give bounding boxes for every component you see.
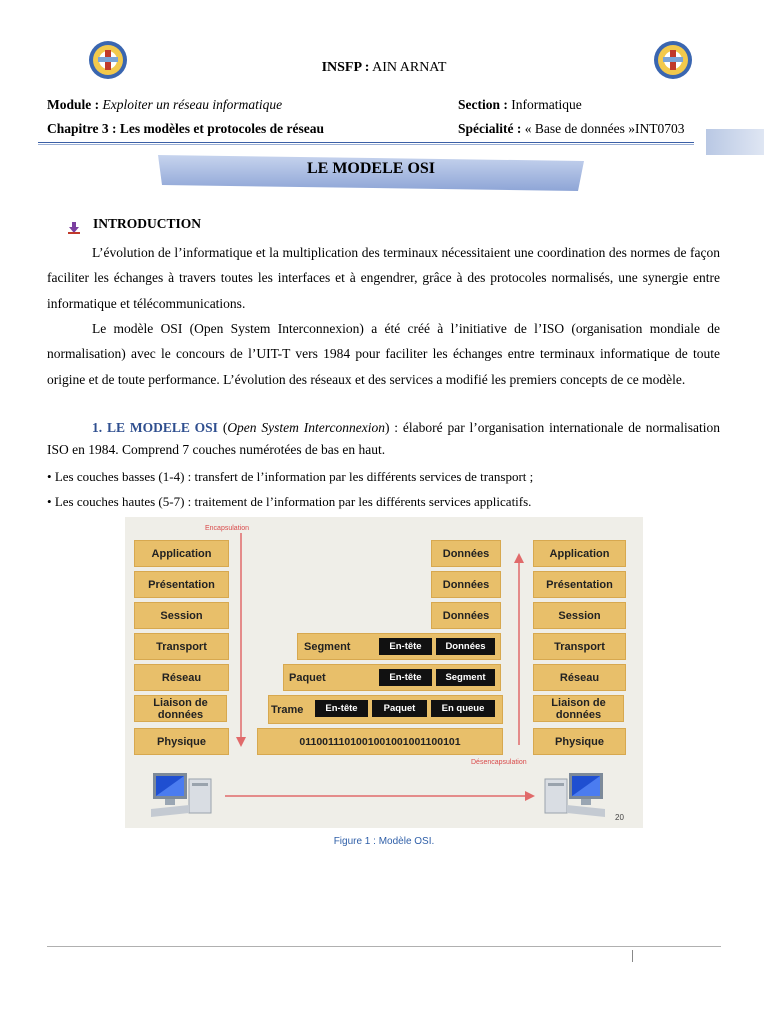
section-1-paragraph — [47, 417, 720, 461]
section-line — [458, 97, 582, 113]
header-rule-shadow — [38, 144, 694, 145]
computer-left-icon — [151, 771, 213, 817]
open-paren: ( — [222, 420, 228, 435]
figure-caption: Figure 1 : Modèle OSI. — [333, 836, 435, 847]
physical-bits: 0110011101001001001001100101 — [257, 728, 503, 755]
data-box: Données — [431, 540, 501, 567]
right-layer-session: Session — [533, 602, 626, 629]
specialty-value: « Base de données »INT0703 — [524, 121, 685, 136]
section-label: Section : — [458, 97, 508, 112]
osi-figure — [125, 517, 643, 828]
trame-header-block: En-tête — [315, 700, 368, 717]
left-layer-physique: Physique — [134, 728, 229, 755]
right-layer-reseau: Réseau — [533, 664, 626, 691]
module-value: Exploiter un réseau informatique — [102, 97, 283, 112]
data-box: Données — [431, 602, 501, 629]
left-layer-application: Application — [134, 540, 229, 567]
footer-bar — [632, 950, 633, 962]
right-layer-liaison: Liaison de données — [533, 695, 624, 722]
chapter-line: Chapitre 3 : Les modèles et protocoles de réseau — [47, 121, 324, 136]
left-layer-reseau: Réseau — [134, 664, 229, 691]
right-layer-transport: Transport — [533, 633, 626, 660]
encapsulation-label: Encapsulation — [205, 525, 249, 532]
left-layer-transport: Transport — [134, 633, 229, 660]
left-layer-presentation: Présentation — [134, 571, 229, 598]
segment-data-block: Données — [436, 638, 495, 655]
trame-trailer-block: En queue — [431, 700, 495, 717]
bullet-item: • Les couches basses (1-4) : transfert de l’information par les différents services de transport ; — [47, 469, 534, 484]
left-layer-liaison: Liaison de données — [134, 695, 227, 722]
segment-header-block: En-tête — [379, 638, 432, 655]
trame-paquet-block: Paquet — [372, 700, 427, 717]
section-value: Informatique — [511, 97, 582, 112]
left-layer-session: Session — [134, 602, 229, 629]
footer-rule — [47, 946, 721, 947]
module-label: Module : — [47, 97, 100, 112]
right-layer-application: Application — [533, 540, 626, 567]
bullet-item: • Les couches hautes (5-7) : traitement de l’information par les différents services applicatifs. — [47, 494, 532, 509]
arrow-bullet-icon — [68, 222, 80, 234]
header-tab-decoration — [706, 129, 764, 155]
paquet-header-block: En-tête — [379, 669, 432, 686]
specialty-line — [458, 121, 684, 137]
module-line — [47, 97, 282, 113]
header-rule — [38, 142, 694, 143]
trame-label: Trame — [271, 703, 304, 716]
bullet-text-2: Les couches hautes (5-7) : traitement de l’information par les différents services applicatifs. — [54, 494, 532, 509]
data-box: Données — [431, 571, 501, 598]
right-layer-physique: Physique — [533, 728, 626, 755]
page-title: LE MODELE OSI — [306, 160, 436, 177]
intro-heading: INTRODUCTION — [93, 216, 202, 231]
computer-right-icon — [543, 771, 605, 817]
slide-number: 20 — [615, 813, 624, 822]
section-1-rest: ) : élaboré par l’organisation internationale de normalisation ISO en 1984. Comprend 7 couches numérotées de bas en haut. — [47, 420, 721, 457]
intro-paragraph-1: L’évolution de l’informatique et la multiplication des terminaux nécessitaient une coordination des normes de façon faciliter les échanges à travers toutes les interfaces et à engendrer, grâce à des protocoles normalisés, une synergie entre informatique et télécommunications. — [47, 245, 720, 311]
specialty-label: Spécialité : — [458, 121, 522, 136]
segment-label: Segment — [304, 640, 351, 653]
bullet-text-1: Les couches basses (1-4) : transfert de l’information par les différents services de transport ; — [54, 469, 534, 484]
section-1-italic: Open System Interconnexion — [227, 420, 385, 435]
section-1-title: 1. LE MODELE OSI — [92, 420, 218, 435]
right-layer-presentation: Présentation — [533, 571, 626, 598]
intro-paragraph-2: Le modèle OSI (Open System Interconnexion) a été créé à l’initiative de l’ISO (organisation mondiale de normalisation) avec le concours de l’UIT-T vers 1984 pour faciliter les échanges entre terminaux informatique de toute origine et de toute performance. L’évolution des réseaux et des services a modifié les premiers concepts de ce modèle. — [47, 321, 720, 387]
school-label: INSFP : — [321, 60, 370, 75]
paquet-segment-block: Segment — [436, 669, 495, 686]
decapsulation-label: Désencapsulation — [471, 759, 527, 766]
school-header — [0, 60, 768, 76]
paquet-label: Paquet — [289, 671, 326, 684]
school-name: AIN ARNAT — [372, 60, 447, 75]
